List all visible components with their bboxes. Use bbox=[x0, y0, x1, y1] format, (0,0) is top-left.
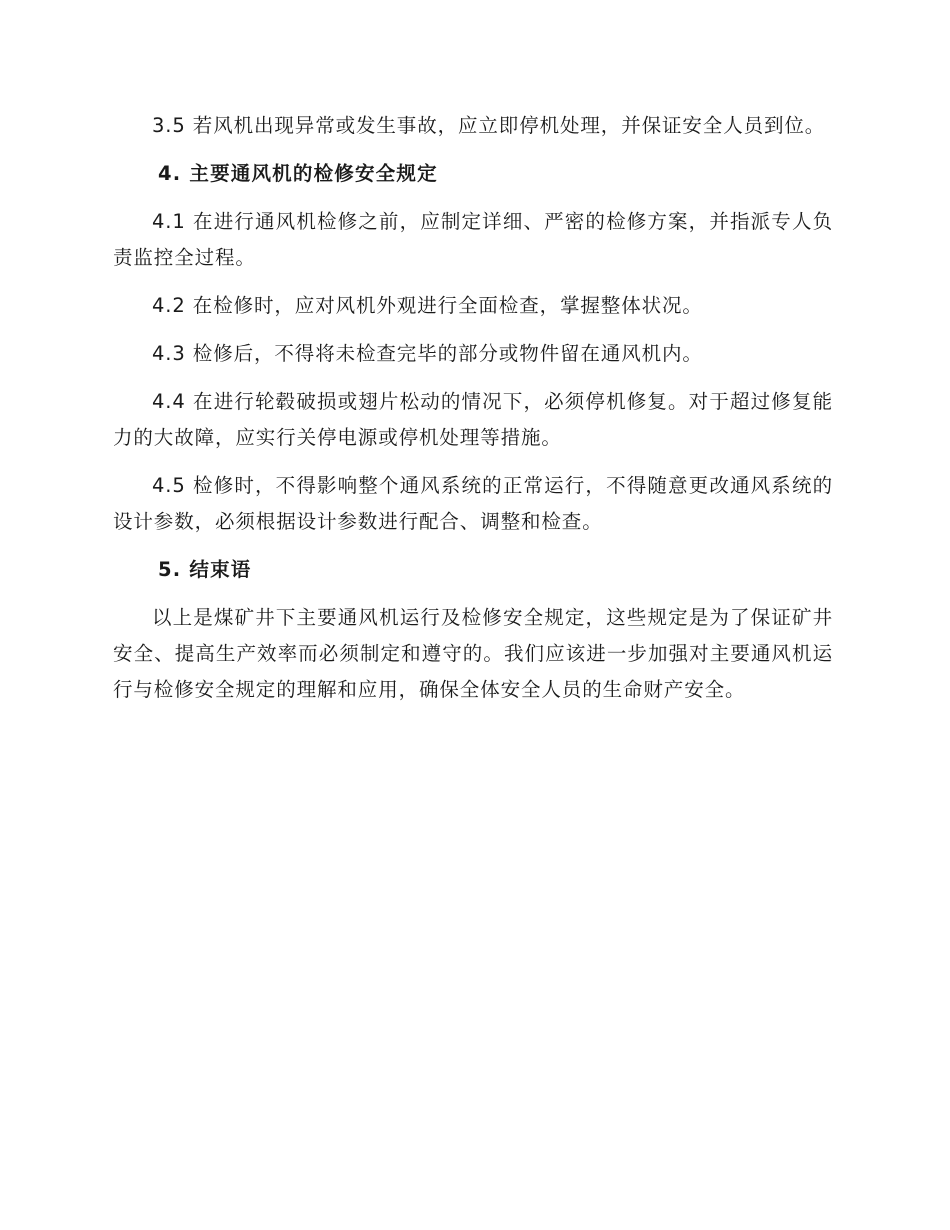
paragraph-4-4: 4.4 在进行轮毂破损或翅片松动的情况下，必须停机修复。对于超过修复能力的大故障，应实行关停电源或停机处理等措施。 bbox=[113, 390, 833, 449]
paragraph-4-5: 4.5 检修时，不得影响整个通风系统的正常运行，不得随意更改通风系统的设计参数，必须根据设计参数进行配合、调整和检查。 bbox=[113, 474, 833, 533]
paragraph-conclusion: 以上是煤矿井下主要通风机运行及检修安全规定，这些规定是为了保证矿井安全、提高生产效率而必须制定和遵守的。我们应该进一步加强对主要通风机运行与检修安全规定的理解和应用，确保全体安全人员的生命财产安全。 bbox=[113, 606, 833, 701]
paragraph-4-3: 4.3 检修后，不得将未检查完毕的部分或物件留在通风机内。 bbox=[152, 342, 703, 365]
paragraph-4-2: 4.2 在检修时，应对风机外观进行全面检查，掌握整体状况。 bbox=[152, 294, 703, 317]
section-4-heading: 4. 主要通风机的检修安全规定 bbox=[158, 162, 438, 185]
paragraph-3-5: 3.5 若风机出现异常或发生事故，应立即停机处理，并保证安全人员到位。 bbox=[152, 114, 826, 137]
section-5-heading: 5. 结束语 bbox=[158, 558, 252, 581]
paragraph-4-1: 4.1 在进行通风机检修之前，应制定详细、严密的检修方案，并指派专人负责监控全过程。 bbox=[113, 210, 833, 269]
document-body bbox=[113, 108, 833, 708]
